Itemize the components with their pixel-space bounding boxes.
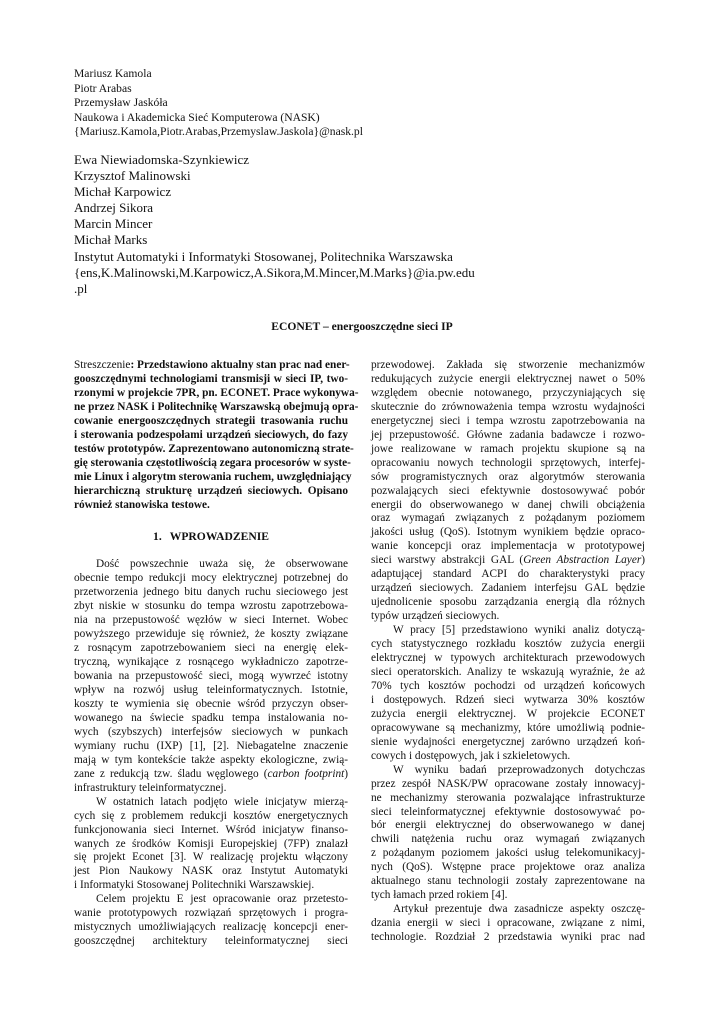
email-line: {ens,K.Malinowski,M.Karpowicz,A.Sikora,M.Mincer,M.Marks}@ia.pw.edu — [74, 264, 475, 280]
paragraph: Artykuł prezentuje dwa zasadnicze aspekty oszczę- dzania energii w sieci i opracowane, związane z nimi, technologie. Rozdział 2 przedstawia wyniki prac nad — [371, 903, 645, 944]
paragraph: W wyniku badań przeprowadzonych dotychczas przez zespół NASK/PW opracowane zostały innowacyj- ne mechanizmy sterowania pozwalające infrastrukturze sieci teleinformatycznej efektywnie dostosowywać po- bór energii elektrycznej do obserwowanego w danej chwili natężenia ruchu oraz wymagań związanych z pożądanym poziomem jakości usług telekomunikacyj- nych (QoS). Wstępne prace projektowe oraz analiza aktualnego stanu technologii zostały zaprezentowane na tych łamach przed rokiem [4]. — [371, 763, 645, 902]
author-line: Przemysław Jaskóła — [74, 96, 168, 109]
abstract — [74, 359, 359, 512]
paragraph: Dość powszechnie uważa się, że obserwowane obecnie tempo redukcji mocy elektrycznej potrzebnej do przetworzenia jednego bitu danych ruchu sieciowego jest zbyt niskie w stosunku do tempa wzrostu zapotrzebowa- nia na przepustowość węzłów w sieci Internet. Wobec powyższego przewiduje się również, że koszty związane z rosnącym zapotrzebowaniem sieci na energię elek- tryczną, wynikające z rosnącego wykładniczo zapotrze- bowania na przepustowość sieci, mogą wywrzeć istotny wpływ na rozwój usług teleinformatycznych. Istotnie, koszty te wymienia się obecnie wśród przyczyn obser- wowanego na świecie spadku tempa instalowania no- wych (szybszych) interfejsów sieciowych w punkach wymiany ruchu (IXP) [1], [2]. Niebagatelne znaczenie mają w tym kontekście także aspekty ekologiczne, zwią- zane z redukcją tzw. śladu węglowego (carbon footprint) infrastruktury teleinformatycznej. — [74, 558, 349, 794]
abstract-line: gooszczędnymi technologiami transmisji w sieci IP, two- — [74, 372, 348, 385]
abstract-line: rzonymi w projekcie 7PR, pn. ECONET. Prace wykonywa- — [74, 386, 359, 399]
paragraph: W pracy [5] przedstawiono wyniki analiz dotyczą- cych statystycznego rozkładu kosztów zużycia energii elektrycznej w typowych architekturach przewodowych sieci operatorskich. Analizy te wskazują wyraźnie, że aż 70% tych kosztów pochodzi od urządzeń końcowych i dostępowych. Rdzeń sieci wytwarza 30% kosztów zużycia energii elektrycznej. W projekcie ECONET opracowywane są mechanizmy, które umożliwią podnie- sienie wydajności energetycznej zarówno urządzeń koń- cowych i dostępowych, jak i szkieletowych. — [371, 624, 645, 762]
author-line: Piotr Arabas — [74, 81, 132, 95]
author-line: Andrzej Sikora — [74, 200, 154, 216]
paragraph: Celem projektu E jest opracowanie oraz przetesto- wanie prototypowych rozwiązań sprzętowych i progra- mistycznych umożliwiających realizację koncepcji ener- gooszczędnej architektury teleinformatycznej sieci — [74, 893, 348, 948]
abstract-line: Streszczenie: Przedstawiono aktualny stan prac nad ener- — [74, 359, 350, 371]
author-line: Krzysztof Malinowski — [74, 168, 191, 184]
section-heading — [74, 530, 348, 544]
author-line: Michał Marks — [74, 232, 148, 248]
email-line: {Mariusz.Kamola,Piotr.Arabas,Przemyslaw.Jaskola}@nask.pl — [74, 125, 363, 138]
paragraph: przewodowej. Zakłada się stworzenie mechanizmów redukujących zużycie energii elektrycznej nawet o 50% względem obecnie notowanego, przyczyniających się skutecznie do zrównoważenia tempa wzrostu wydajności energetycznej sieci i tempa wzrostu zapotrzebowania na jej przepustowość. Główne zadania badawcze i rozwo- jowe realizowane w ramach projektu skupione są na opracowaniu nowych technologii sprzętowych, interfej- sów programistycznych oraz algorytmów sterowania pozwalających sieci efektywnie dostosowywać pobór energii do obserwowanego w danej chwili obciążenia oraz wymagań związanych z pożądanym poziomem jakości usług (QoS). Istotnym wynikiem będzie opraco- wanie koncepcji oraz implementacja w prototypowej sieci warstwy abstrakcji GAL (Green Abstraction Layer) adaptującej standard ACPI do charakterystyki pracy urządzeń sieciowych. Zadaniem interfejsu GAL będzie ujednolicenie sposobu zarządzania energią dla różnych typów urządzeń sieciowych. — [371, 359, 645, 623]
author-line: Michał Karpowicz — [74, 184, 172, 200]
abstract-line: testów prototypów. Zaprezentowano autonomiczną strate- — [74, 442, 354, 455]
abstract-line: gię sterowania częstotliwością zegara procesorów w syste- — [74, 456, 351, 469]
author-line: Ewa Niewiadomska-Szynkiewicz — [74, 152, 250, 167]
abstract-line: i sterowania podzespołami urządzeń sieciowych, do fazy — [74, 428, 348, 441]
abstract-line: mie Linux i algorytm sterowania ruchem, uwzględniający — [74, 470, 352, 483]
paragraph: W ostatnich latach podjęto wiele inicjatyw mierzą- cych się z problemem redukcji kosztów energetycznych funkcjonowania sieci Internet. Wśród inicjatyw finanso- wanych ze środków Komisji Europejskiej (7FP) znalazł się projekt Econet [3]. W realizację projektu włączony jest Pion Naukowy NASK oraz Instytut Automatyki i Informatyki Stosowanej Politechniki Warszawskiej. — [74, 795, 348, 892]
abstract-line: hierarchiczną strukturę urządzeń sieciowych. Opisano — [74, 484, 348, 497]
section-title: WPROWADZENIE — [169, 530, 269, 544]
abstract-label: Streszczenie — [74, 359, 131, 371]
right-column — [371, 359, 645, 945]
section-number: 1. — [153, 530, 162, 544]
left-column — [74, 359, 359, 949]
abstract-line: ne przez NASK i Politechnikę Warszawską obejmują opra- — [74, 400, 359, 413]
author-block-nask — [74, 67, 363, 140]
author-line: Mariusz Kamola — [74, 67, 152, 80]
author-block-pw — [74, 152, 475, 297]
abstract-line: cowanie energooszczędnych strategii trasowania ruchu — [74, 414, 348, 427]
affiliation-line: Instytut Automatyki i Informatyki Stosowanej, Politechnika Warszawska — [74, 248, 453, 264]
email-line-continuation: .pl — [74, 280, 88, 296]
author-line: Marcin Mincer — [74, 216, 153, 232]
abstract-line: również stanowiska testowe. — [74, 498, 210, 511]
paper-title: ECONET – energooszczędne sieci IP — [271, 320, 453, 333]
affiliation-line: Naukowa i Akademicka Sieć Komputerowa (NASK) — [74, 110, 320, 124]
